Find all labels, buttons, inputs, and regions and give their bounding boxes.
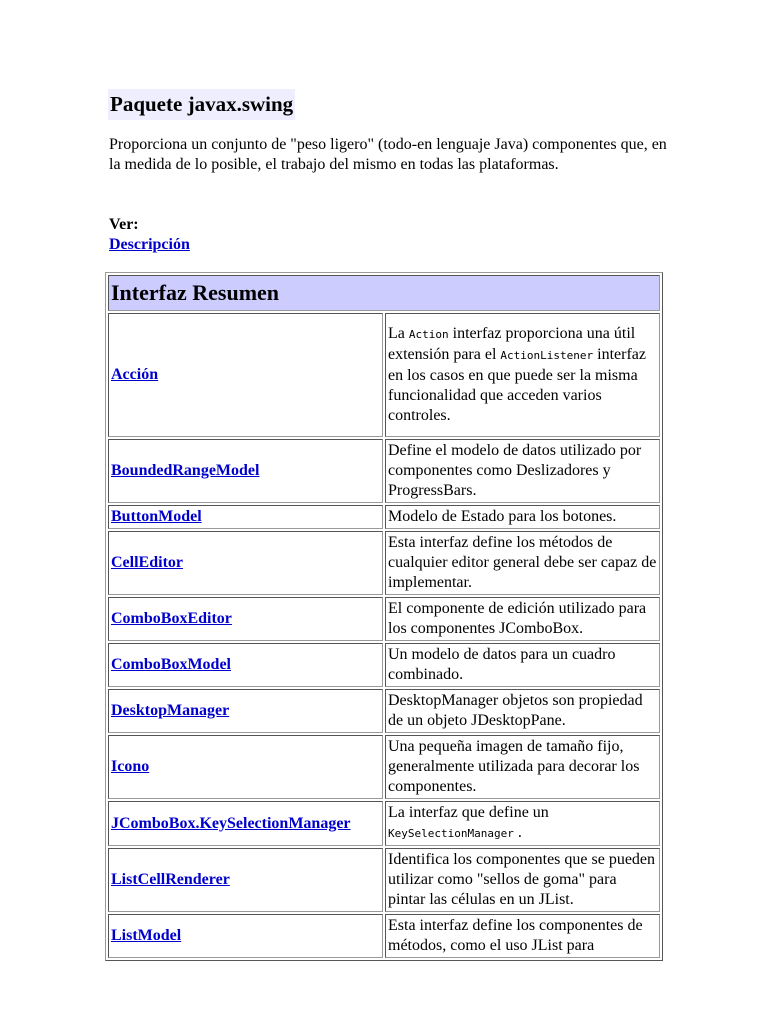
table-cell-description: DesktopManager objetos son propiedad de un objeto JDesktopPane. [385,689,660,733]
table-cell-name [108,313,383,437]
description-text: . [513,824,522,841]
interface-link-buttonmodel[interactable]: ButtonModel [111,508,202,525]
description-text: interfaz en los casos en que puede ser la misma funcionalidad que acceden varios controles. [388,346,646,424]
description-text: La [388,325,409,342]
table-row [108,735,660,799]
table-cell-name [108,735,383,799]
table-cell-description: Un modelo de datos para un cuadro combinado. [385,643,660,687]
table-cell-name [108,689,383,733]
table-row [108,597,660,641]
description-text: interfaz proporciona una útil extensión para el [388,325,636,363]
interface-link-keyselectionmanager[interactable]: JComboBox.KeySelectionManager [111,814,351,832]
table-cell-name [108,505,383,529]
interface-link-listmodel[interactable]: ListModel [111,927,182,944]
table-cell-name [108,914,383,958]
table-cell-description: Define el modelo de datos utilizado por componentes como Deslizadores y ProgressBars. [385,439,660,503]
table-row [108,439,660,503]
interface-link-boundedrangemodel[interactable]: BoundedRangeModel [111,462,260,479]
table-cell-name [108,531,383,595]
code-text: KeySelectionManager [388,827,514,840]
table-row [108,643,660,687]
table-cell-description: Modelo de Estado para los botones. [385,505,660,529]
interface-link-comboboxeditor[interactable]: ComboBoxEditor [111,610,232,627]
interface-link-celleditor[interactable]: CellEditor [111,554,183,571]
table-row [108,801,660,846]
interface-link-desktopmanager[interactable]: DesktopManager [111,702,230,719]
table-cell-description: Una pequeña imagen de tamaño fijo, generalmente utilizada para decorar los componentes. [385,735,660,799]
description-text: La interfaz que define un [388,804,549,821]
table-row [108,914,660,958]
table-cell-description: Esta interfaz define los métodos de cualquier editor general debe ser capaz de implementar. [385,531,660,595]
interface-link-comboboxmodel[interactable]: ComboBoxModel [111,656,231,673]
interface-link-icono[interactable]: Icono [111,758,150,775]
code-text: ActionListener [500,349,594,362]
description-link[interactable]: Descripción [109,236,190,253]
table-cell-name [108,597,383,641]
table-cell-description: Esta interfaz define los componentes de métodos, como el uso JList para [385,914,660,958]
table-cell-name [108,801,383,846]
see-label: Ver: [109,216,139,233]
table-cell-description: Identifica los componentes que se pueden utilizar como "sellos de goma" para pintar las células en un JList. [385,848,660,912]
table-row [108,313,660,437]
table-cell-description: El componente de edición utilizado para los componentes JComboBox. [385,597,660,641]
table-row [108,689,660,733]
interface-link-accion[interactable]: Acción [111,366,159,383]
interface-summary-table [105,272,663,961]
table-cell-description [385,313,660,437]
table-row [108,531,660,595]
interface-link-listcellrenderer[interactable]: ListCellRenderer [111,871,230,888]
page-title: Paquete javax.swing [108,89,295,120]
table-cell-description [385,801,660,846]
table-row [108,848,660,912]
table-cell-name [108,643,383,687]
table-row [108,505,660,529]
table-header-row [108,275,660,311]
table-cell-name [108,848,383,912]
table-header: Interfaz Resumen [108,275,660,311]
table-cell-name [108,439,383,503]
package-description: Proporciona un conjunto de "peso ligero" (todo-en lenguaje Java) componentes que, en la medida de lo posible, el trabajo del mismo en todas las plataformas. [109,136,667,173]
code-text: Action [408,328,449,341]
